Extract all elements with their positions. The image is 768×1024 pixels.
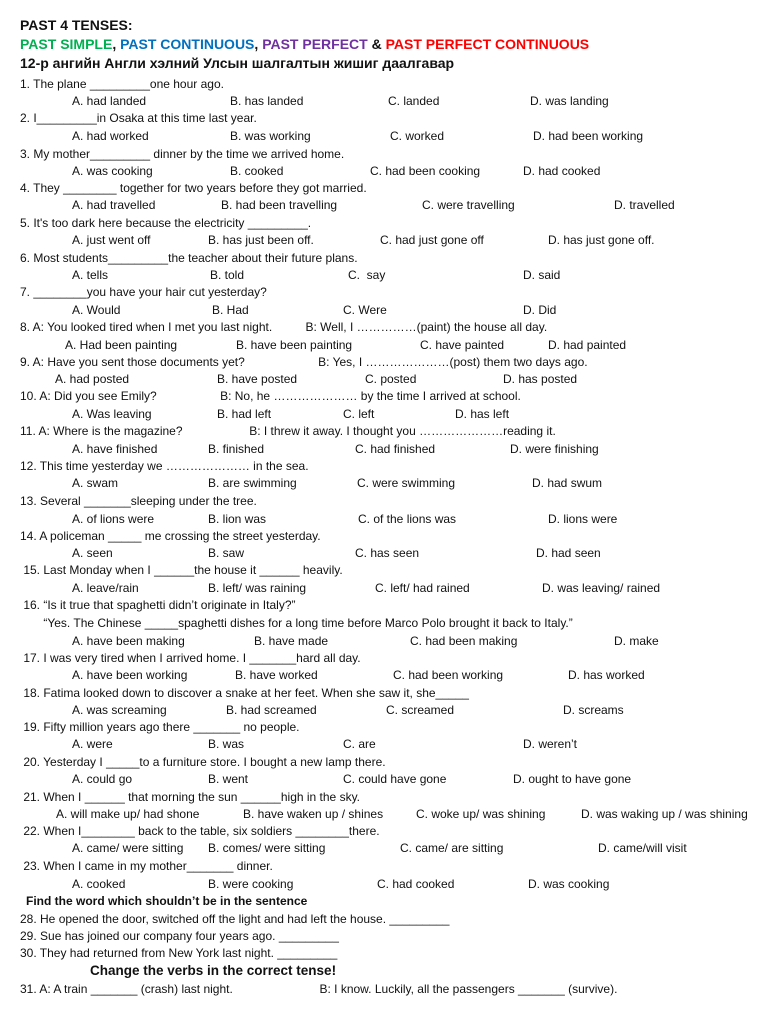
q16-option-a[interactable]: A. have been making [72,634,185,648]
q14-option-c[interactable]: C. has seen [355,546,420,560]
question-10: 10. A: Did you see Emily? B: No, he ………………… by the time I arrived at school. [20,389,521,403]
q13-option-a[interactable]: A. of lions were [72,512,155,526]
q2-option-c[interactable]: C. worked [390,129,445,143]
q1-option-d[interactable]: D. was landing [530,94,609,108]
q4-option-a[interactable]: A. had travelled [72,198,156,212]
q11-option-b[interactable]: B. finished [208,442,265,456]
question-19: 19. Fifty million years ago there _______ no people. [20,720,300,734]
q18-option-b[interactable]: B. had screamed [226,703,317,717]
q8-option-c[interactable]: C. have painted [420,338,505,352]
q10-option-d[interactable]: D. has left [455,407,510,421]
subtitle-part-past-perfect-continuous: PAST PERFECT CONTINUOUS [385,36,590,52]
q5-option-c[interactable]: C. had just gone off [380,233,484,247]
q5-option-d[interactable]: D. has just gone off. [548,233,655,247]
question-23: 23. When I came in my mother_______ dinner. [20,859,273,873]
q9-option-b[interactable]: B. have posted [217,372,298,386]
question-18: 18. Fatima looked down to discover a snake at her feet. When she saw it, she_____ [20,686,469,700]
q23-option-a[interactable]: A. cooked [72,877,126,891]
q14-option-a[interactable]: A. seen [72,546,113,560]
q2-option-b[interactable]: B. was working [230,129,311,143]
question-21: 21. When I ______ that morning the sun ______high in the sky. [20,790,361,804]
subtitle-part-past-simple: PAST SIMPLE [20,36,113,52]
q20-option-c[interactable]: C. could have gone [343,772,447,786]
q4-option-b[interactable]: B. had been travelling [221,198,338,212]
q11-option-d[interactable]: D. were finishing [510,442,599,456]
subtitle-part-past-perfect: PAST PERFECT [262,36,368,52]
q12-option-a[interactable]: A. swam [72,476,119,490]
question-1: 1. The plane _________one hour ago. [20,77,224,91]
question-8: 8. A: You looked tired when I met you last night. B: Well, I ……………(paint) the house all day. [20,320,548,334]
subtitle-separator: , [254,36,263,52]
q7-option-a[interactable]: A. Would [72,303,121,317]
q14-option-b[interactable]: B. saw [208,546,245,560]
q7-option-c[interactable]: C. Were [343,303,387,317]
q22-option-b[interactable]: B. comes/ were sitting [208,841,326,855]
question-29: 29. Sue has joined our company four years ago. _________ [20,929,339,943]
q21-option-b[interactable]: B. have waken up / shines [243,807,384,821]
question-20: 20. Yesterday I _____to a furniture store. I bought a new lamp there. [20,755,386,769]
question-3: 3. My mother_________ dinner by the time we arrived home. [20,147,345,161]
q8-option-b[interactable]: B. have been painting [236,338,353,352]
question-28: 28. He opened the door, switched off the light and had left the house. _________ [20,912,450,926]
section-heading-verb-tense: Change the verbs in the correct tense! [90,963,337,978]
q16-option-c[interactable]: C. had been making [410,634,518,648]
q11-option-a[interactable]: A. have finished [72,442,158,456]
q17-option-b[interactable]: B. have worked [235,668,318,682]
question-17: 17. I was very tired when I arrived home. I _______hard all day. [20,651,361,665]
q19-option-d[interactable]: D. weren’t [523,737,578,751]
q10-option-c[interactable]: C. left [343,407,375,421]
question-5: 5. It's too dark here because the electricity _________. [20,216,312,230]
question-30: 30. They had returned from New York last night. _________ [20,946,338,960]
subtitle-separator: , [112,36,121,52]
question-16-continuation: “Yes. The Chinese _____spaghetti dishes for a long time before Marco Polo brought it back to Italy.” [20,616,573,630]
q15-option-b[interactable]: B. left/ was raining [208,581,307,595]
q20-option-d[interactable]: D. ought to have gone [513,772,632,786]
question-11: 11. A: Where is the magazine? B: I threw it away. I thought you …………………reading it. [20,424,556,438]
q2-option-a[interactable]: A. had worked [72,129,149,143]
q20-option-a[interactable]: A. could go [72,772,133,786]
q17-option-c[interactable]: C. had been working [393,668,504,682]
q16-option-d[interactable]: D. make [614,634,659,648]
q7-option-b[interactable]: B. Had [212,303,249,317]
q6-option-d[interactable]: D. said [523,268,561,282]
q18-option-a[interactable]: A. was screaming [72,703,167,717]
q5-option-b[interactable]: B. has just been off. [208,233,314,247]
q23-option-c[interactable]: C. had cooked [377,877,455,891]
exam-heading: 12-р ангийн Англи хэлний Улсын шалгалтын жишиг даалгавар [20,55,455,71]
q19-option-a[interactable]: A. were [72,737,113,751]
q12-option-b[interactable]: B. are swimming [208,476,297,490]
q8-option-d[interactable]: D. had painted [548,338,627,352]
q15-option-a[interactable]: A. leave/rain [72,581,139,595]
q4-option-d[interactable]: D. travelled [614,198,675,212]
q11-option-c[interactable]: C. had finished [355,442,436,456]
q16-option-b[interactable]: B. have made [254,634,329,648]
q19-option-b[interactable]: B. was [208,737,245,751]
q13-option-d[interactable]: D. lions were [548,512,618,526]
q15-option-d[interactable]: D. was leaving/ rained [542,581,661,595]
q3-option-b[interactable]: B. cooked [230,164,284,178]
question-9: 9. A: Have you sent those documents yet? B: Yes, I …………………(post) them two days ago. [20,355,588,369]
q23-option-b[interactable]: B. were cooking [208,877,294,891]
q13-option-b[interactable]: B. lion was [208,512,267,526]
question-14: 14. A policeman _____ me crossing the street yesterday. [20,529,321,543]
q12-option-d[interactable]: D. had swum [532,476,603,490]
q18-option-d[interactable]: D. screams [563,703,624,717]
q10-option-a[interactable]: A. Was leaving [72,407,152,421]
q3-option-a[interactable]: A. was cooking [72,164,153,178]
q3-option-c[interactable]: C. had been cooking [370,164,481,178]
q1-option-a[interactable]: A. had landed [72,94,147,108]
subtitle-part-past-continuous: PAST CONTINUOUS [120,36,255,52]
q3-option-d[interactable]: D. had cooked [523,164,601,178]
q6-option-b[interactable]: B. told [210,268,245,282]
question-22: 22. When I________ back to the table, six soldiers ________there. [20,824,380,838]
q13-option-c[interactable]: C. of the lions was [358,512,457,526]
q1-option-b[interactable]: B. has landed [230,94,304,108]
q21-option-c[interactable]: C. woke up/ was shining [416,807,546,821]
question-7: 7. ________you have your hair cut yesterday? [20,285,267,299]
q9-option-d[interactable]: D. has posted [503,372,578,386]
q18-option-c[interactable]: C. screamed [386,703,455,717]
q23-option-d[interactable]: D. was cooking [528,877,610,891]
q12-option-c[interactable]: C. were swimming [357,476,456,490]
q22-option-c[interactable]: C. came/ are sitting [400,841,504,855]
q17-option-d[interactable]: D. has worked [568,668,645,682]
q21-option-d[interactable]: D. was waking up / was shining [581,807,748,821]
q1-option-c[interactable]: C. landed [388,94,440,108]
q15-option-c[interactable]: C. left/ had rained [375,581,470,595]
q21-option-a[interactable]: A. will make up/ had shone [56,807,200,821]
question-6: 6. Most students_________the teacher about their future plans. [20,251,358,265]
q2-option-d[interactable]: D. had been working [533,129,644,143]
q9-option-a[interactable]: A. had posted [55,372,130,386]
question-16: 16. “Is it true that spaghetti didn’t originate in Italy?” [20,598,296,612]
q8-option-a[interactable]: A. Had been painting [65,338,178,352]
question-4: 4. They ________ together for two years before they got married. [20,181,367,195]
q20-option-b[interactable]: B. went [208,772,249,786]
q5-option-a[interactable]: A. just went off [72,233,151,247]
q17-option-a[interactable]: A. have been working [72,668,188,682]
q4-option-c[interactable]: C. were travelling [422,198,515,212]
q7-option-d[interactable]: D. Did [523,303,557,317]
subtitle-separator: & [367,36,386,52]
q9-option-c[interactable]: C. posted [365,372,417,386]
question-31: 31. A: A train _______ (crash) last night. B: I know. Luckily, all the passengers _______ (survive). [20,982,618,996]
q22-option-a[interactable]: A. came/ were sitting [72,841,184,855]
q6-option-c[interactable]: C. say [348,268,386,282]
question-2: 2. I_________in Osaka at this time last year. [20,111,257,125]
question-15: 15. Last Monday when I ______the house it ______ heavily. [20,563,343,577]
q22-option-d[interactable]: D. came/will visit [598,841,687,855]
tenses-subtitle [20,36,589,52]
question-12: 12. This time yesterday we ………………… in the sea. [20,459,309,473]
q6-option-a[interactable]: A. tells [72,268,109,282]
section-heading-error-word: Find the word which shouldn’t be in the sentence [26,894,308,908]
question-13: 13. Several _______sleeping under the tree. [20,494,257,508]
q19-option-c[interactable]: C. are [343,737,376,751]
q14-option-d[interactable]: D. had seen [536,546,601,560]
page-title: PAST 4 TENSES: [20,17,133,33]
q10-option-b[interactable]: B. had left [217,407,272,421]
